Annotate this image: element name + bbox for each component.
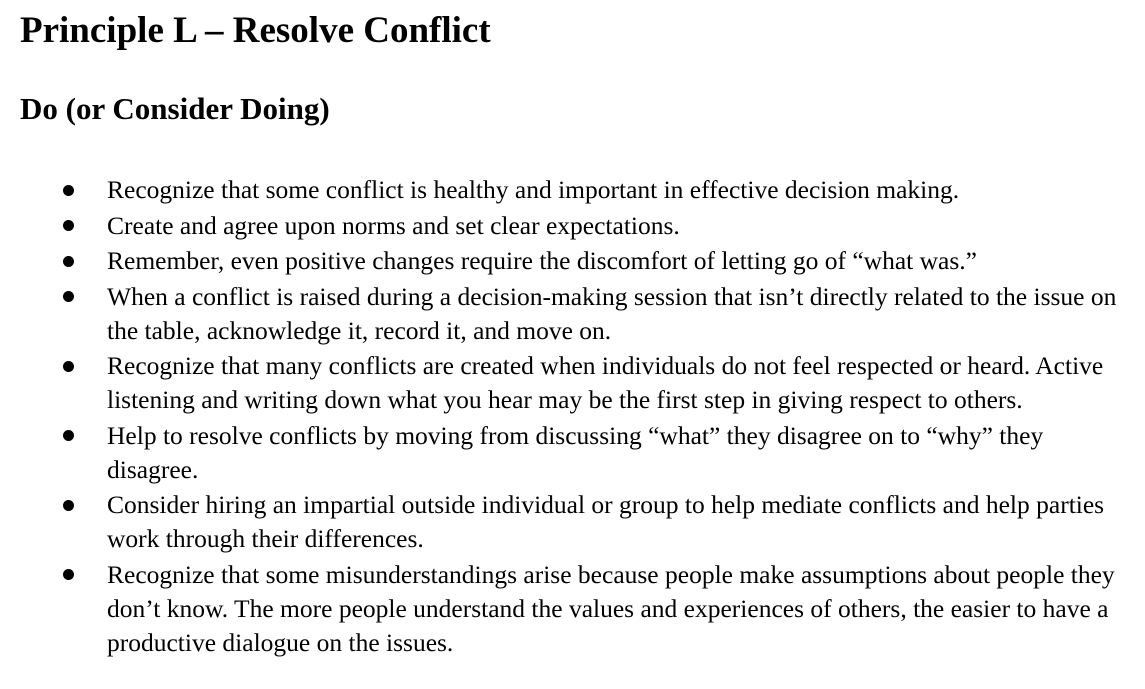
bullet-icon [63,256,74,267]
list-item [0,244,1145,278]
list-item-text: Recognize that some misunderstandings arise because people make assumptions about people they don’t know. The more people understand the values and experiences of others, the easier to have a productive dialogue on the issues. [107,559,1115,657]
list-item-text: Consider hiring an impartial outside individual or group to help mediate conflicts and help parties work through their differences. [107,490,1105,553]
section-heading: Do (or Consider Doing) [20,91,330,126]
list-item-text: When a conflict is raised during a decision-making session that isn’t directly related to the issue on the table, acknowledge it, record it, and move on. [107,281,1117,345]
list-item [0,280,1145,348]
bullet-icon [63,291,74,302]
bullet-icon [63,185,74,196]
list-item [0,419,1145,487]
bullet-icon [63,361,74,372]
bullet-list [0,173,1145,661]
list-item [0,209,1145,243]
list-item [0,349,1145,417]
list-item-text: Create and agree upon norms and set clear expectations. [107,210,680,240]
list-item [0,173,1145,207]
bullet-icon [63,569,74,580]
list-item-text: Recognize that some conflict is healthy and important in effective decision making. [107,175,960,204]
bullet-icon [63,500,74,511]
list-item [0,488,1145,556]
list-item-text: Remember, even positive changes require the discomfort of letting go of “what was.” [107,246,977,275]
bullet-icon [63,220,74,231]
page-title: Principle L – Resolve Conflict [20,10,491,51]
list-item [0,558,1145,660]
list-item-text: Help to resolve conflicts by moving from discussing “what” they disagree on to “why” they disagree. [107,420,1044,484]
cropped-header-remnant [22,0,352,2]
bullet-icon [63,430,74,441]
list-item-text: Recognize that many conflicts are created when individuals do not feel respected or heard. Active listening and writing down what you hear may be the first step in giving respect to others. [107,351,1104,414]
